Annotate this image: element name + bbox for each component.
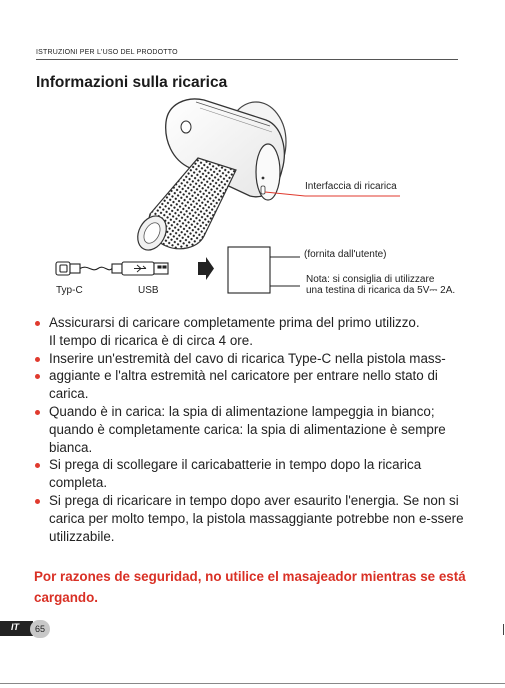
instruction-list xyxy=(34,314,479,545)
list-item: Inserire un'estremità del cavo di ricarica Type-C nella pistola mass- xyxy=(34,350,479,368)
list-item: Si prega di ricaricare in tempo dopo aver esaurito l'energia. Se non si carica per molto tempo, la pistola massaggiante potrebbe non e-ssere utilizzabile. xyxy=(34,492,479,545)
list-item: Si prega di scollegare il caricabatterie in tempo dopo la ricarica completa. xyxy=(34,456,479,492)
bullet-dot xyxy=(35,374,40,379)
charging-illustration xyxy=(0,0,505,310)
margin-tick xyxy=(503,624,504,635)
adapter-note-line2: una testina di ricarica da 5V⎓ 2A. xyxy=(306,285,456,296)
bullet-dot xyxy=(35,321,40,326)
page-number: 65 xyxy=(30,620,50,638)
section-title: Informazioni sulla ricarica xyxy=(36,74,228,91)
adapter-note-line1: Nota: si consiglia di utilizzare xyxy=(306,274,435,285)
safety-warning: Por razones de seguridad, no utilice el masajeador mientras se está cargando. xyxy=(34,569,466,605)
list-item: aggiante e l'altra estremità nel caricatore per entrare nello stato di carica. xyxy=(34,367,479,403)
power-adapter-drawing xyxy=(228,247,300,293)
arrow-right-icon xyxy=(198,257,214,280)
charging-port-label: Interfaccia di ricarica xyxy=(305,181,397,192)
bottom-divider xyxy=(0,683,505,684)
list-item: Assicurarsi di caricare completamente prima del primo utilizzo. xyxy=(34,314,479,332)
list-item: Quando è in carica: la spia di alimentazione lampeggia in bianco; quando è completamente carica: la spia di alimentazione è sempre bianca. xyxy=(34,403,479,456)
typec-label: Typ-C xyxy=(56,285,83,296)
bullet-dot xyxy=(35,410,40,415)
bullet-dot xyxy=(35,463,40,468)
adapter-label: (fornita dall'utente) xyxy=(304,249,387,260)
bullet-dot xyxy=(35,499,40,504)
usb-label: USB xyxy=(138,285,159,296)
adapter-note xyxy=(306,274,455,296)
bullet-dot xyxy=(35,357,40,362)
massage-gun-drawing xyxy=(132,99,286,255)
language-label: IT xyxy=(11,622,19,632)
list-item: Il tempo di ricarica è di circa 4 ore. xyxy=(49,332,253,348)
charging-cable-drawing xyxy=(56,262,168,275)
header-title: ISTRUZIONI PER L'USO DEL PRODOTTO xyxy=(36,49,178,56)
